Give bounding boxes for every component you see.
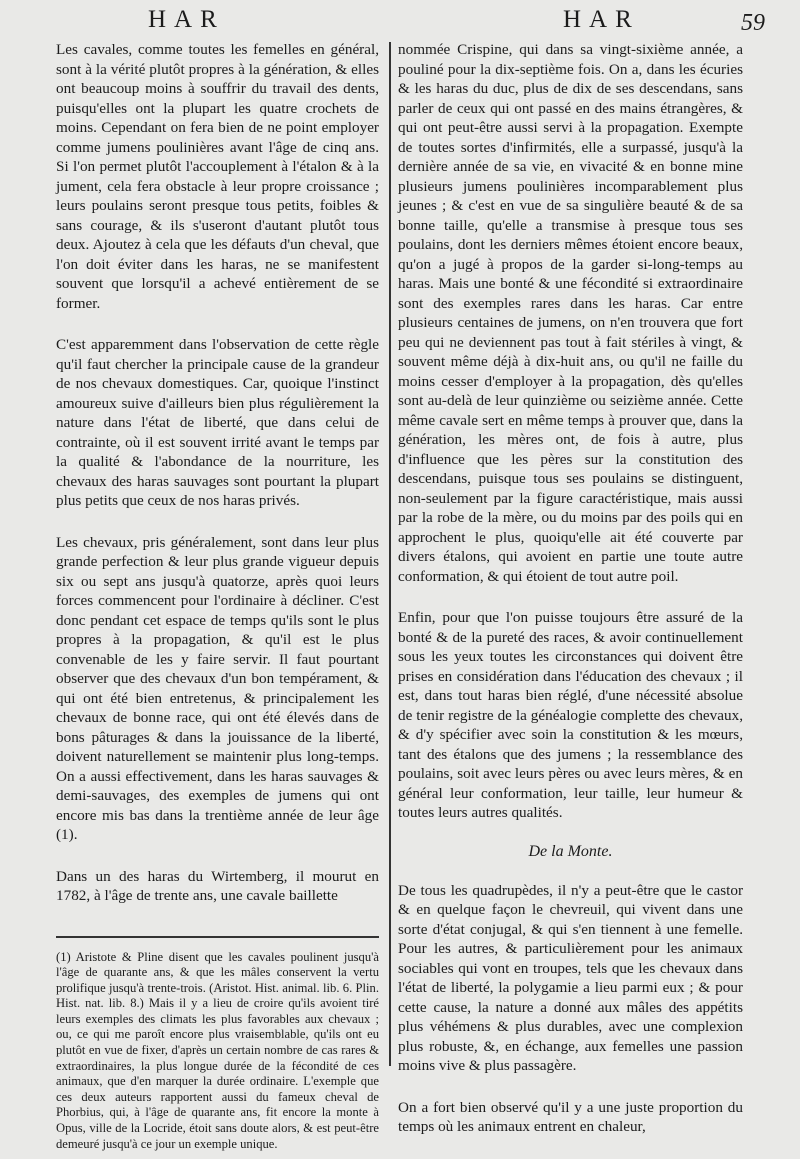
paragraph: De tous les quadrupèdes, il n'y a peut-être que le castor & en quelque façon le chevreuil, qui vivent dans une sorte d'état conjugal, & qui s'en tiennent à une femelle. Pour les autres, & particulièrement pour les animaux sociables qui vont en troupes, tels que les chevaux dans l'état de liberté, la polygamie a lieu parmi eux ; & pour cette cause, la nature a donné aux mâles des appétits plus véhémens & plus durables, avec une complexion plus robuste, &, en échange, aux femelles une passion moins vive & plus passagère.: [398, 881, 743, 1074]
running-head-left: HAR: [148, 6, 225, 33]
paragraph: On a fort bien observé qu'il y a une juste proportion du temps où les animaux entrent en chaleur,: [398, 1098, 743, 1135]
left-column: [56, 40, 379, 1152]
page-number: 59: [741, 10, 765, 36]
paragraph: Les cavales, comme toutes les femelles en général, sont à la vérité plutôt propres à la génération, & elles ont beaucoup moins à souffrir du travail des dents, puisqu'elles ont la plupart les quatre crochets de moins. Cependant on fera bien de ne point employer comme jumens poulinières avant l'âge de cinq ans. Si l'on permet plutôt l'accouplement à l'étalon & à la jument, cela fera obstacle à leur propre croissance ; leurs poulains seront presque tous petits, foibles & sans courage, & ils s'useront d'autant plutôt tous deux. Ajoutez à cela que les défauts d'un cheval, que l'on doit éviter dans les haras, ne se manifestent souvent que lorsqu'il a achevé entièrement de se former.: [56, 41, 379, 312]
right-column: [398, 40, 743, 1159]
section-heading: De la Monte.: [528, 842, 613, 860]
paragraph: Enfin, pour que l'on puisse toujours être assuré de la bonté & de la pureté des races, & avoir continuellement sous les yeux toutes les circonstances qui doivent être prises en considération dans l'éducation des chevaux ; il est, dans tout haras bien réglé, d'une nécessité absolue de tenir registre de la généalogie complette des chevaux, & d'y spécifier avec soin la constitution & les mœurs, tant des étalons que des jumens ; la ressemblance des poulains, soit avec leurs pères ou avec leurs mères, & en général leur conformation, leur taille, leur humeur & toutes leurs autres qualités.: [398, 609, 743, 821]
paragraph: Les chevaux, pris généralement, sont dans leur plus grande perfection & leur plus grande vigueur depuis six ou sept ans jusqu'à quatorze, après quoi leurs forces commencent pour l'ordinaire à décliner. C'est donc pendant cet espace de temps qu'ils sont le plus propres à la propagation, & qu'il est le plus convenable de les y faire servir. Il faut pourtant observer que des chevaux d'un bon tempérament, & qui ont été bien entretenus, & principalement les chevaux de bonne race, qui ont été élevés dans de bons pâturages & dans la jouissance de la liberté, doivent naturellement se maintenir plus long-temps. On a aussi effectivement, dans les haras sauvages & demi-sauvages, des exemples de jumens qui ont encore mis bas dans la trentième année de leur âge (1).: [56, 533, 379, 843]
footnote: (1) Aristote & Pline disent que les cavales poulinent jusqu'à l'âge de quarante ans, & que les mâles conservent la vertu prolifique jusqu'à trente-trois. (Aristot. Hist. animal. lib. 6. Plin. Hist. nat. lib. 8.) Mais il y a lieu de croire qu'ils avoient tiré leurs exemples des climats les plus favorables aux chevaux ; ou, ce qui me paroît encore plus vraisemblable, qu'ils ont eu plutôt en vue de fixer, d'après un certain nombre de cas rares & extraordinaires, la plus longue durée de la fécondité de ces animaux, que d'en marquer la durée ordinaire. L'exemple que ces deux auteurs rapportent aussi du fameux cheval de Phorbius, qui, à l'âge de quarante ans, fit encore la monte à Opus, ville de la Locride, étoit sans doute alors, & est peut-être demeuré jusqu'à ce jour un exemple unique.: [56, 949, 379, 1151]
paragraph: C'est apparemment dans l'observation de cette règle qu'il faut chercher la principale cause de la grandeur de nos chevaux domestiques. Car, quoique l'instinct amoureux suive d'ailleurs bien plus régulièrement la nature dans l'état de liberté, que dans celui de contrainte, où il est souvent irrité avant le temps par la qualité & l'abondance de la nourriture, les chevaux des haras sauvages sont pourtant la plupart plus petits que ceux de nos haras privés.: [56, 336, 379, 509]
paragraph: nommée Crispine, qui dans sa vingt-sixième année, a pouliné pour la dix-septième fois. On a, dans les écuries & les haras du duc, plus de dix de ses descendans, sans parler de ceux qui ont passé en des mains étrangères, & qui ont peut-être aussi servi à la propagation. Exempte de toutes sortes d'infirmités, elle a surpassé, jusqu'à la dernière année de sa vie, en vivacité & en bonne mine plusieurs jumens poulinières incomparablement plus jeunes ; & c'est en vue de sa singulière beauté & de sa bonne taille, qu'elle a transmise à presque tous ses poulains, dont les derniers mêmes étoient encore beaux, qu'on a jugé à propos de la garder si-long-temps au haras. Mais une bonté & une fécondité si extraordinaire sont des exemples rares dans les haras. Car entre plusieurs centaines de jumens, on n'en trouvera que fort peu qui ne deviennent pas tout à fait stériles à vingt, & souvent même déjà à dix-huit ans, ou qu'il ne faille du moins cesser d'employer à la propagation, dès qu'elles sont au-delà de leur quinzième ou seizième année. Cette même cavale sert en même temps à prouver que, dans la génération, les mères ont, de fois à autre, plus d'influence que les pères sur la constitution des descendans, puisque tous ses poulains se distinguent, non-seulement par la figure caractéristique, mais aussi par la robe de la mère, ou du moins par des poils qui en approchent le plus, quoiqu'elle ait été couverte par divers étalons, qui avoient en partie une toute autre conformation, & qui étoient de tout autre poil.: [398, 41, 743, 585]
running-head-right: HAR: [563, 6, 640, 33]
column-divider: [389, 42, 391, 1066]
footnote-rule: [56, 936, 379, 938]
paragraph: Dans un des haras du Wirtemberg, il mourut en 1782, à l'âge de trente ans, une cavale baillette: [56, 867, 379, 904]
